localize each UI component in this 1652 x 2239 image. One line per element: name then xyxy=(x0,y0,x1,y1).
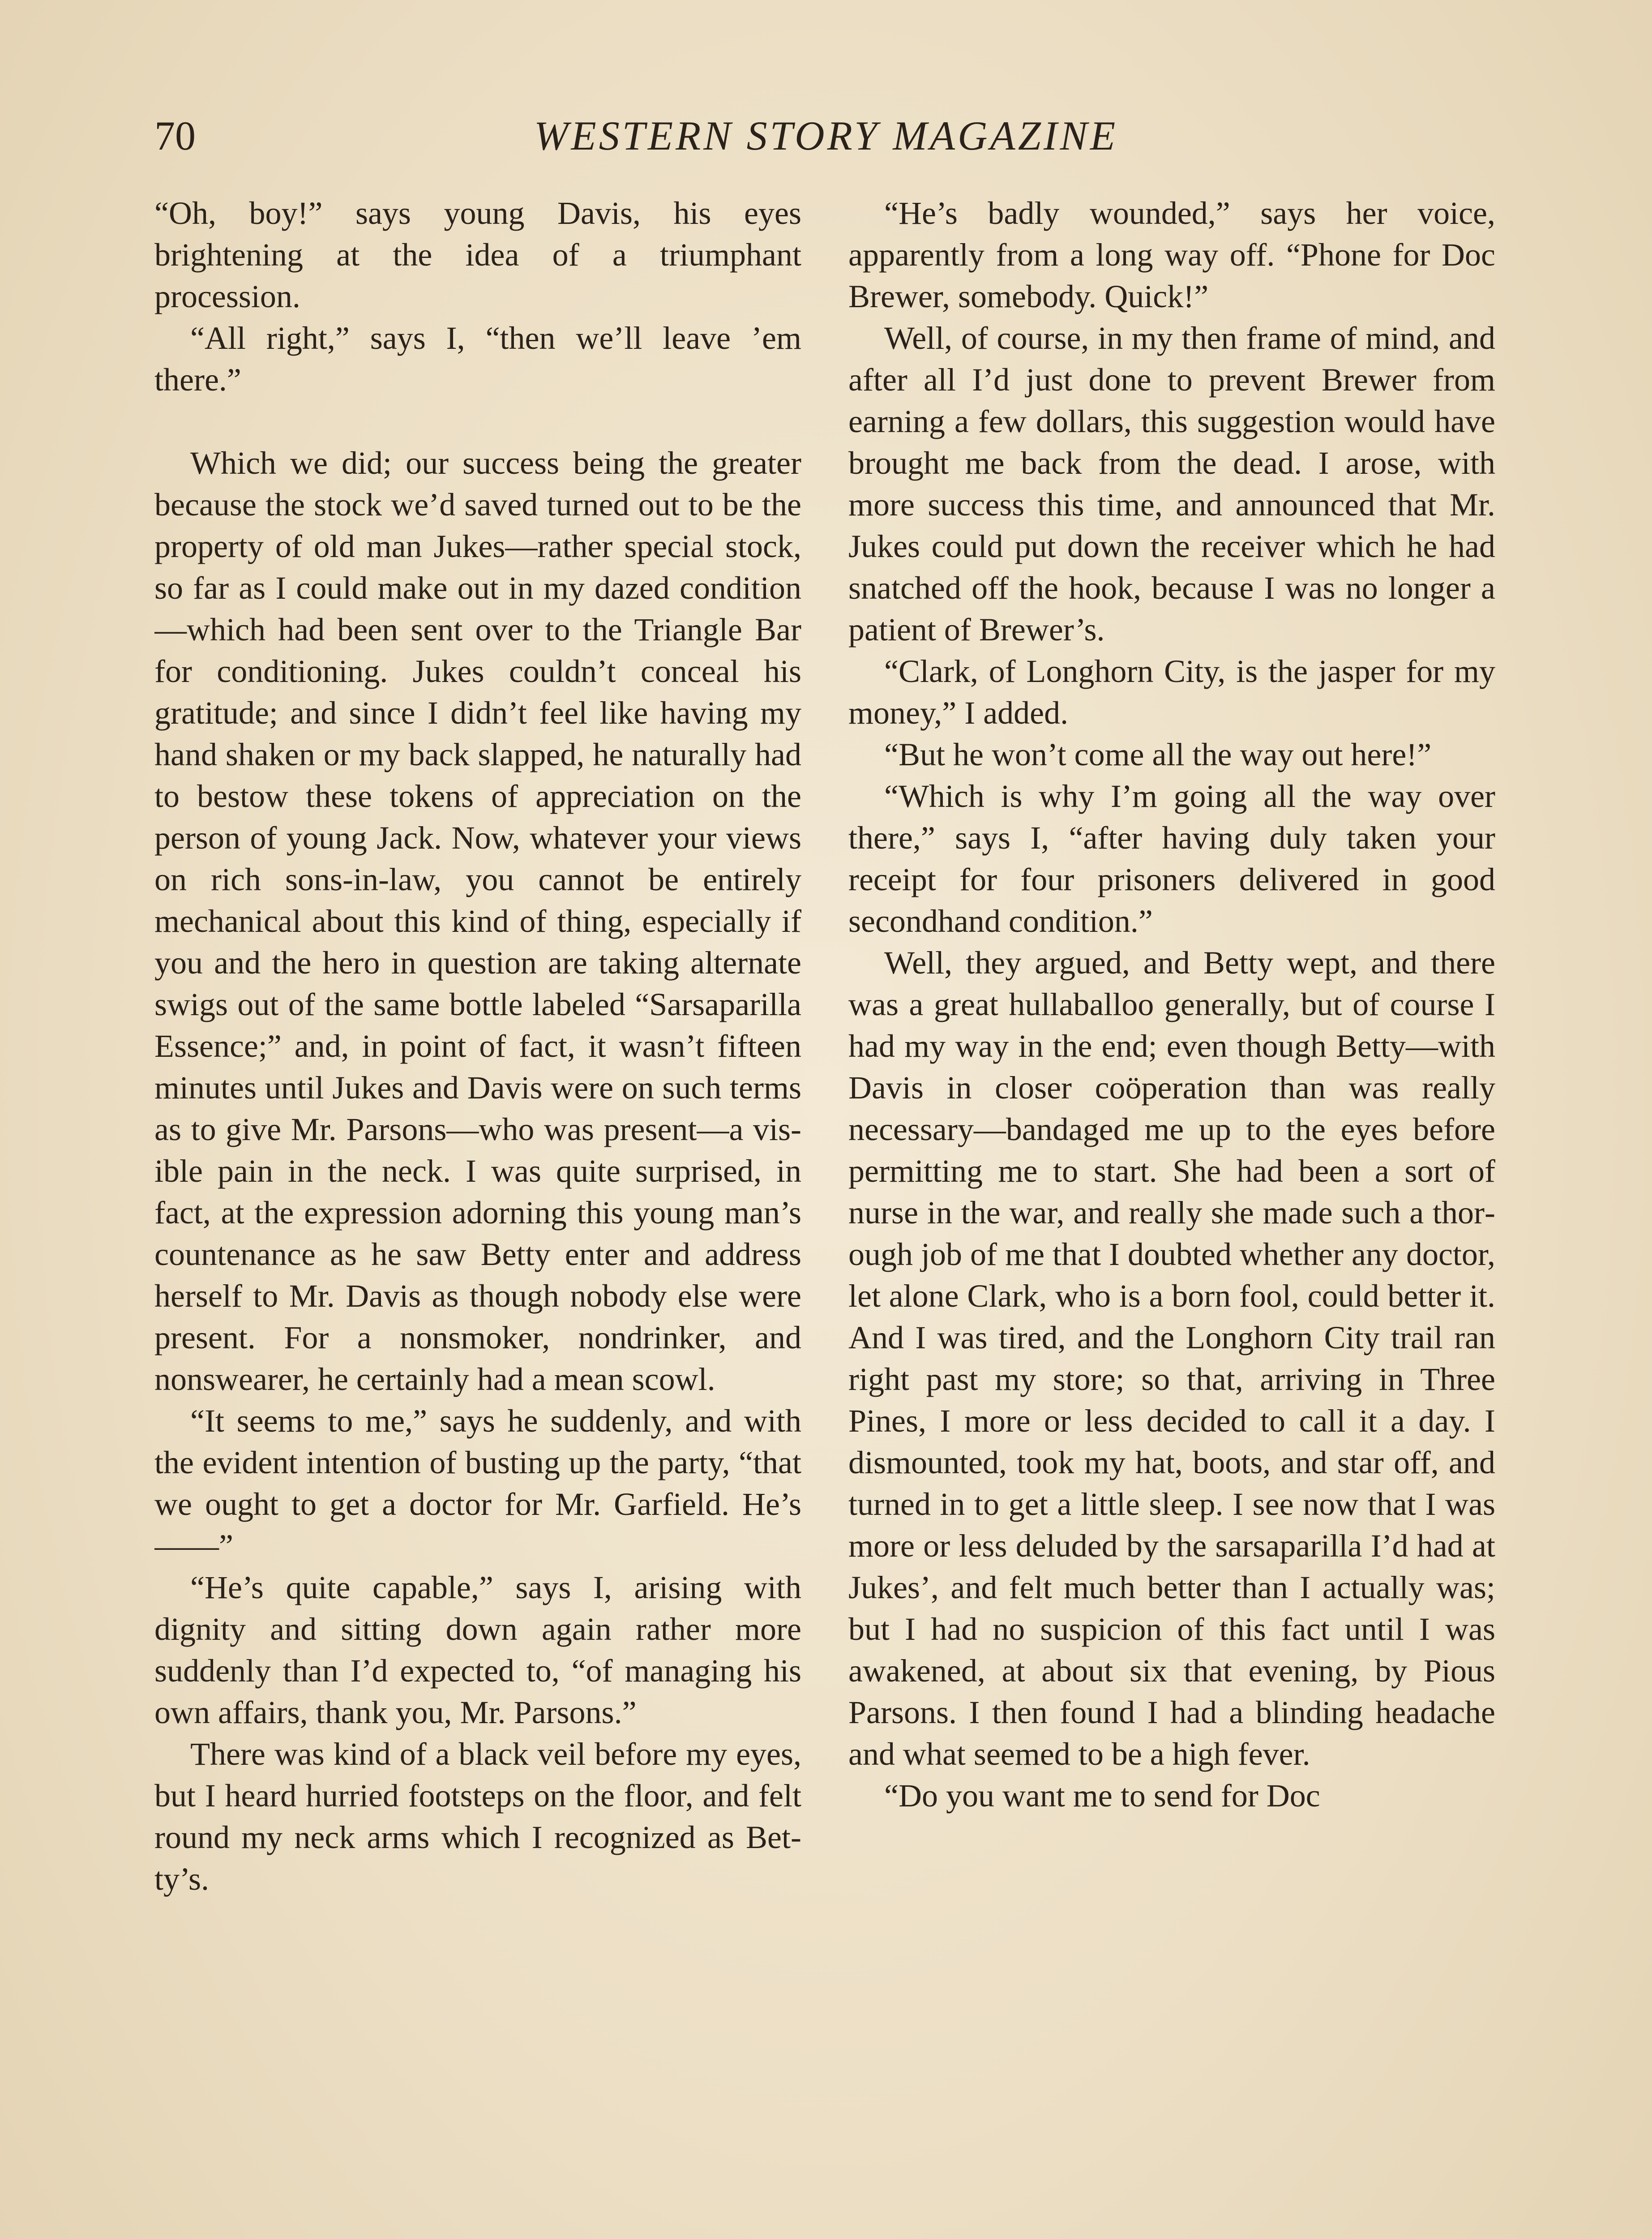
paragraph: “Which is why I’m going all the way over there,” says I, “after having duly taken your receipt for four prisoners delivered in good secondhand condition.” xyxy=(848,778,1495,939)
paragraph: “Oh, boy!” says young Davis, his eyes brightening at the idea of a triumphant procession. xyxy=(154,195,801,314)
paragraph: “But he won’t come all the way out here!” xyxy=(884,737,1432,772)
page-header xyxy=(154,112,1498,179)
page-number: 70 xyxy=(154,113,196,159)
paragraph: “Do you want me to send for Doc xyxy=(884,1778,1320,1814)
paragraph: Well, they argued, and Betty wept, and there was a great hullaballoo generally, but of course I had my way in the end; even though Betty—with Davis in closer coöperation than was really necessary—bandaged me up to the eyes before permitting me to start. She had been a sort of nurse in the war, and really she made such a thorough job of me that I doubted whether any doctor, let alone Clark, who is a born fool, could better it. And I was tired, and the Longhorn City trail ran right past my store; so that, arriving in Three Pines, I more or less decided to call it a day. I dismounted, took my hat, boots, and star off, and turned in to get a little sleep. I see now that I was more or less deluded by the sarsaparilla I’d had at Jukes’, and felt much better than I actually was; but I had no suspicion of this fact until I was awakened, at about six that evening, by Pious Parsons. I then found I had a blinding headache and what seemed to be a high fever. xyxy=(848,945,1495,1772)
paragraph: “All right,” says I, “then we’ll leave ’em there.” xyxy=(154,320,801,398)
right-text-column xyxy=(848,193,1495,2239)
left-text-column xyxy=(154,193,801,2239)
paragraph: “Clark, of Longhorn City, is the jasper for my money,” I added. xyxy=(848,653,1495,731)
paragraph: There was kind of a black veil before my eyes, but I heard hurried footsteps on the floor, and felt round my neck arms which I recognized as Betty’s. xyxy=(154,1736,801,1897)
paragraph: Which we did; our success being the greater because the stock we’d saved turned out to be the property of old man Jukes—rather special stock, so far as I could make out in my dazed condition—which had been sent over to the Triangle Bar for conditioning. Jukes couldn’t conceal his gratitude; and since I didn’t feel like having my hand shaken or my back slapped, he naturally had to bestow these tokens of appreciation on the person of young Jack. Now, whatever your views on rich sons-in-law, you cannot be entirely mechanical about this kind of thing, especially if you and the hero in question are taking alternate swigs out of the same bottle labeled “Sarsaparilla Essence;” and, in point of fact, it wasn’t fifteen minutes until Jukes and Davis were on such terms as to give Mr. Parsons—who was present—a visible pain in the neck. I was quite surprised, in fact, at the expression adorning this young man’s countenance as he saw Betty enter and address herself to Mr. Davis as though nobody else were present. For a nonsmoker, nondrinker, and nonswearer, he certainly had a mean scowl. xyxy=(154,445,801,1397)
paragraph: “He’s quite capable,” says I, arising with dignity and sitting down again rather more suddenly than I’d expected to, “of managing his own affairs, thank you, Mr. Parsons.” xyxy=(154,1570,801,1730)
magazine-title: WESTERN STORY MAGAZINE xyxy=(534,113,1118,159)
paragraph: “It seems to me,” says he suddenly, and with the evident intention of busting up the party, “that we ought to get a doctor for Mr. Garfield. He’s——” xyxy=(154,1403,801,1564)
paragraph: “He’s badly wounded,” says her voice, apparently from a long way off. “Phone for Doc Brewer, somebody. Quick!” xyxy=(848,195,1495,314)
paragraph: Well, of course, in my then frame of mind, and after all I’d just done to prevent Brewer from earning a few dollars, this suggestion would have brought me back from the dead. I arose, with more success this time, and announced that Mr. Jukes could put down the receiver which he had snatched off the hook, because I was no longer a patient of Brewer’s. xyxy=(848,320,1495,648)
